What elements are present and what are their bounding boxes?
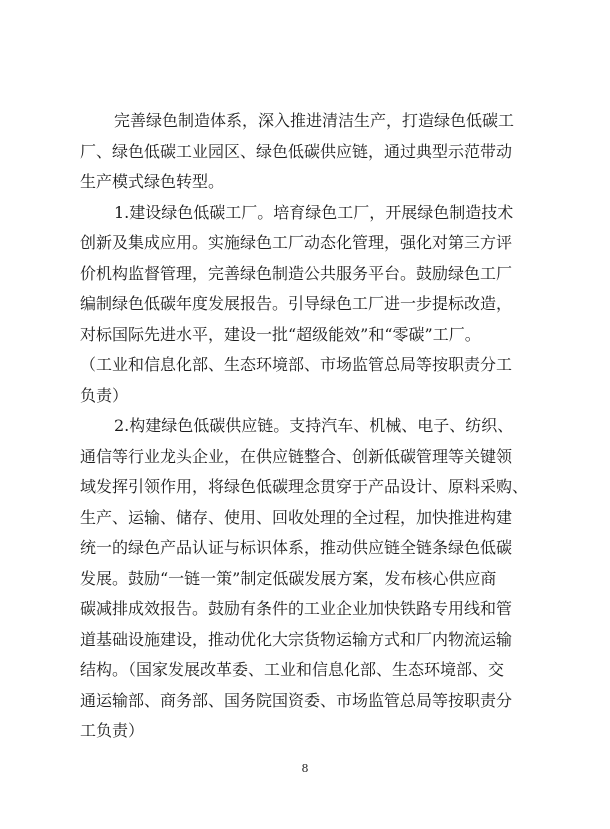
paragraph-2-line-3: 域发挥引领作用，将绿色低碳理念贯穿于产品设计、原料采购、 (80, 477, 529, 496)
paragraph-2-line-11: 工负责） (80, 721, 145, 740)
paragraph-2-line-1: 2.构建绿色低碳供应链。支持汽车、机械、电子、纺织、 (114, 416, 514, 435)
page-number: 8 (301, 762, 309, 775)
paragraph-2-line-9: 结构。（国家发展改革委、工业和信息化部、生态环境部、交 (80, 660, 505, 679)
paragraph-2-line-10: 通运输部、商务部、国务院国资委、市场监管总局等按职责分 (80, 690, 513, 710)
paragraph-1-line-7: 负责） (80, 385, 129, 405)
paragraph-intro-line-3: 生产模式绿色转型。 (80, 172, 225, 191)
paragraph-1-line-6: （工业和信息化部、生态环境部、市场监管总局等按职责分工 (80, 355, 513, 374)
paragraph-2-line-6: 发展。鼓励“一链一策”制定低碳发展方案，发布核心供应商 (80, 568, 497, 588)
paragraph-1-line-4: 编制绿色低碳年度发展报告。引导绿色工厂进一步提标改造， (80, 294, 513, 313)
paragraph-2-line-2: 通信等行业龙头企业，在供应链整合、创新低碳管理等关键领 (80, 446, 513, 466)
paragraph-2-line-5: 统一的绿色产品认证与标识体系，推动供应链全链条绿色低碳 (80, 538, 513, 557)
paragraph-1-line-1: 1.建设绿色低碳工厂。培育绿色工厂，开展绿色制造技术 (114, 202, 514, 222)
paragraph-2-line-4: 生产、运输、储存、使用、回收处理的全过程，加快推进构建 (80, 507, 513, 527)
paragraph-1-line-5: 对标国际先进水平，建设一批“超级能效”和“零碳”工厂。 (80, 324, 481, 344)
paragraph-2-line-8: 道基础设施建设，推动优化大宗货物运输方式和厂内物流运输 (80, 629, 513, 649)
paragraph-1-line-2: 创新及集成应用。实施绿色工厂动态化管理，强化对第三方评 (80, 233, 513, 252)
paragraph-1-line-3: 价机构监督管理，完善绿色制造公共服务平台。鼓励绿色工厂 (80, 263, 513, 283)
paragraph-intro-line-2: 厂、绿色低碳工业园区、绿色低碳供应链，通过典型示范带动 (80, 141, 513, 161)
document-body (80, 106, 537, 747)
paragraph-intro-line-1: 完善绿色制造体系，深入推进清洁生产，打造绿色低碳工 (114, 111, 515, 130)
paragraph-2-line-7: 碳减排成效报告。鼓励有条件的工业企业加快铁路专用线和管 (80, 599, 513, 618)
